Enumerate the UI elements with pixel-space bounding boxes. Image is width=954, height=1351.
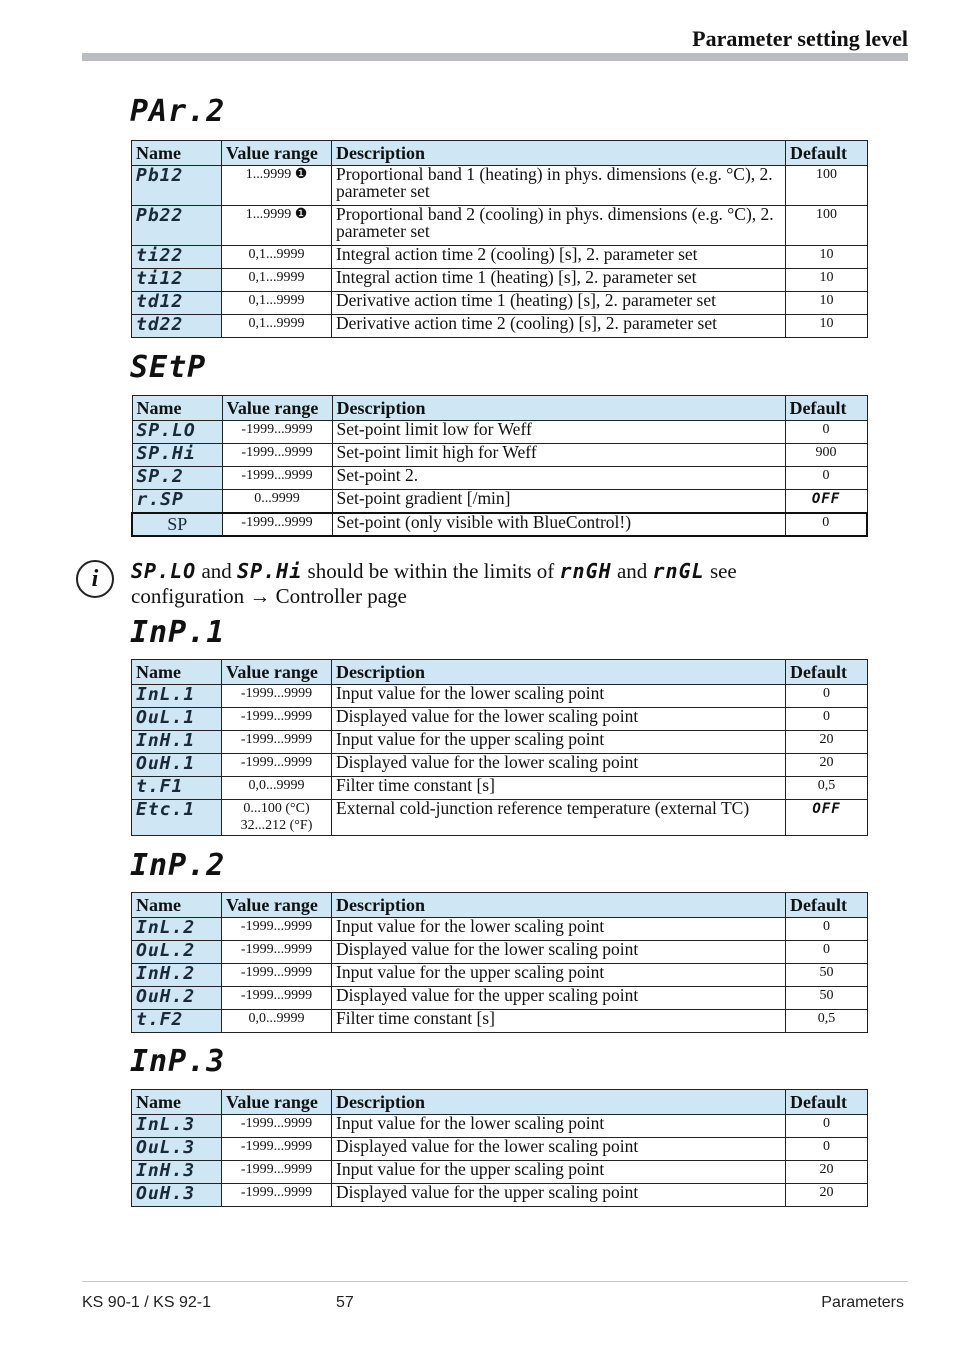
info-note bbox=[131, 559, 871, 609]
table-row bbox=[132, 754, 868, 777]
param-default: 50 bbox=[786, 987, 868, 1010]
param-range: -1999...9999 bbox=[222, 1115, 332, 1138]
param-range: -1999...9999 bbox=[222, 731, 332, 754]
param-default: 50 bbox=[786, 964, 868, 987]
table-row bbox=[132, 964, 868, 987]
param-name: OuL.1 bbox=[132, 708, 222, 731]
param-name: Etc.1 bbox=[132, 800, 222, 836]
param-name: OuH.1 bbox=[132, 754, 222, 777]
table-row bbox=[132, 490, 867, 513]
param-range: 0,1...9999 bbox=[222, 246, 332, 269]
param-table-inp2 bbox=[131, 892, 868, 1033]
table-row bbox=[132, 731, 868, 754]
col-name-header: Name bbox=[132, 396, 222, 421]
table-header-row bbox=[132, 893, 868, 918]
param-default: 0 bbox=[785, 421, 867, 444]
param-name: InL.2 bbox=[132, 918, 222, 941]
note-text: see bbox=[709, 559, 737, 583]
footer-section: Parameters bbox=[821, 1294, 904, 1311]
param-name: SP.LO bbox=[132, 421, 222, 444]
col-default-header: Default bbox=[786, 141, 868, 166]
param-range: -1999...9999 bbox=[222, 1161, 332, 1184]
param-description: Input value for the lower scaling point bbox=[332, 1115, 786, 1138]
param-default: 0 bbox=[786, 941, 868, 964]
param-description: Displayed value for the lower scaling point bbox=[332, 941, 786, 964]
param-name: t.F2 bbox=[132, 1010, 222, 1033]
param-range: -1999...9999 bbox=[222, 685, 332, 708]
info-icon: i bbox=[76, 560, 114, 598]
param-table-inp3 bbox=[131, 1089, 868, 1207]
param-name: OuL.3 bbox=[132, 1138, 222, 1161]
param-name: OuH.2 bbox=[132, 987, 222, 1010]
table-row bbox=[132, 1115, 868, 1138]
note-code-rngh: rnGH bbox=[559, 559, 612, 583]
table-row bbox=[132, 166, 868, 206]
param-name: InL.1 bbox=[132, 685, 222, 708]
param-default: 0,5 bbox=[786, 777, 868, 800]
param-name: t.F1 bbox=[132, 777, 222, 800]
col-range-header: Value range bbox=[222, 141, 332, 166]
param-description: Input value for the lower scaling point bbox=[332, 918, 786, 941]
col-desc-header: Description bbox=[332, 893, 786, 918]
table-row bbox=[132, 685, 868, 708]
table-row bbox=[132, 800, 868, 836]
table-row bbox=[132, 987, 868, 1010]
param-default: OFF bbox=[786, 800, 868, 836]
note-text: should be within the limits of bbox=[307, 559, 555, 583]
param-range: 0,0...9999 bbox=[222, 1010, 332, 1033]
section-title-inp1: InP.1 bbox=[130, 615, 226, 650]
col-desc-header: Description bbox=[332, 396, 785, 421]
table-header-row bbox=[132, 396, 867, 421]
param-range: -1999...9999 bbox=[222, 513, 332, 536]
param-name: ti12 bbox=[132, 269, 222, 292]
param-range: -1999...9999 bbox=[222, 708, 332, 731]
param-default: 20 bbox=[786, 754, 868, 777]
param-description: Set-point limit high for Weff bbox=[332, 444, 785, 467]
col-range-header: Value range bbox=[222, 1090, 332, 1115]
footer-model: KS 90-1 / KS 92-1 bbox=[82, 1294, 211, 1311]
param-default: 0 bbox=[785, 467, 867, 490]
param-description: Derivative action time 1 (heating) [s], 2. parameter set bbox=[332, 292, 786, 315]
col-desc-header: Description bbox=[332, 141, 786, 166]
range-celsius: 0...100 (°C) bbox=[243, 801, 310, 816]
col-range-header: Value range bbox=[222, 396, 332, 421]
param-description: Integral action time 2 (cooling) [s], 2. parameter set bbox=[332, 246, 786, 269]
param-name: SP bbox=[132, 513, 222, 536]
param-name: td22 bbox=[132, 315, 222, 338]
param-default: 10 bbox=[786, 246, 868, 269]
param-name: ti22 bbox=[132, 246, 222, 269]
param-description: Derivative action time 2 (cooling) [s], 2. parameter set bbox=[332, 315, 786, 338]
table-header-row bbox=[132, 1090, 868, 1115]
footer-rule bbox=[82, 1281, 908, 1282]
col-range-header: Value range bbox=[222, 893, 332, 918]
table-row bbox=[132, 1184, 868, 1207]
col-name-header: Name bbox=[132, 141, 222, 166]
table-row bbox=[132, 708, 868, 731]
param-default: 0 bbox=[786, 1115, 868, 1138]
note-and: and bbox=[201, 559, 232, 583]
table-row bbox=[132, 467, 867, 490]
table-row bbox=[132, 292, 868, 315]
param-default: 20 bbox=[786, 731, 868, 754]
param-default: 10 bbox=[786, 292, 868, 315]
note-and: and bbox=[616, 559, 648, 583]
param-range bbox=[222, 800, 332, 836]
param-range: -1999...9999 bbox=[222, 1184, 332, 1207]
param-range: -1999...9999 bbox=[222, 444, 332, 467]
table-row bbox=[132, 421, 867, 444]
col-default-header: Default bbox=[785, 396, 867, 421]
param-default: 10 bbox=[786, 269, 868, 292]
param-range: 0...9999 bbox=[222, 490, 332, 513]
table-row bbox=[132, 246, 868, 269]
col-default-header: Default bbox=[786, 1090, 868, 1115]
param-default: 100 bbox=[786, 206, 868, 246]
param-description: Filter time constant [s] bbox=[332, 1010, 786, 1033]
param-description: Proportional band 2 (cooling) in phys. dimensions (e.g. °C), 2. parameter set bbox=[332, 206, 786, 246]
param-name: SP.Hi bbox=[132, 444, 222, 467]
table-row bbox=[132, 1138, 868, 1161]
param-description: Set-point gradient [/min] bbox=[332, 490, 785, 513]
table-row bbox=[132, 315, 868, 338]
table-header-row bbox=[132, 141, 868, 166]
table-row bbox=[132, 918, 868, 941]
param-range: 1...9999 ❶ bbox=[222, 166, 332, 206]
param-default: 100 bbox=[786, 166, 868, 206]
param-range: -1999...9999 bbox=[222, 964, 332, 987]
table-row bbox=[132, 206, 868, 246]
param-description: Input value for the lower scaling point bbox=[332, 685, 786, 708]
param-description: Set-point 2. bbox=[332, 467, 785, 490]
footer-page-number: 57 bbox=[336, 1294, 354, 1311]
param-description: Input value for the upper scaling point bbox=[332, 964, 786, 987]
param-default: 0,5 bbox=[786, 1010, 868, 1033]
param-description: Displayed value for the lower scaling point bbox=[332, 1138, 786, 1161]
param-range: 1...9999 ❶ bbox=[222, 206, 332, 246]
header-rule bbox=[82, 53, 908, 61]
note-code-sphi: SP.Hi bbox=[237, 559, 303, 583]
param-default: 20 bbox=[786, 1184, 868, 1207]
param-description: Displayed value for the lower scaling point bbox=[332, 754, 786, 777]
param-range: -1999...9999 bbox=[222, 987, 332, 1010]
param-range: 0,0...9999 bbox=[222, 777, 332, 800]
param-default: 0 bbox=[786, 918, 868, 941]
param-range: -1999...9999 bbox=[222, 918, 332, 941]
param-default: 0 bbox=[786, 1138, 868, 1161]
param-default: 900 bbox=[785, 444, 867, 467]
param-range: -1999...9999 bbox=[222, 941, 332, 964]
param-range: -1999...9999 bbox=[222, 754, 332, 777]
note-text: configuration → Controller page bbox=[131, 584, 407, 608]
param-description: Integral action time 1 (heating) [s], 2. parameter set bbox=[332, 269, 786, 292]
param-name: OuH.3 bbox=[132, 1184, 222, 1207]
param-default: 0 bbox=[785, 513, 867, 536]
param-name: Pb12 bbox=[132, 166, 222, 206]
param-name: InH.3 bbox=[132, 1161, 222, 1184]
param-default: 0 bbox=[786, 708, 868, 731]
note-code-rngl: rnGL bbox=[652, 559, 705, 583]
table-row bbox=[132, 1010, 868, 1033]
page-header-title: Parameter setting level bbox=[692, 26, 908, 51]
param-description: Input value for the upper scaling point bbox=[332, 731, 786, 754]
param-description: Filter time constant [s] bbox=[332, 777, 786, 800]
section-title-par2: PAr.2 bbox=[130, 94, 226, 129]
col-name-header: Name bbox=[132, 893, 222, 918]
table-row bbox=[132, 269, 868, 292]
param-name: InH.2 bbox=[132, 964, 222, 987]
table-row bbox=[132, 777, 868, 800]
col-desc-header: Description bbox=[332, 660, 786, 685]
col-default-header: Default bbox=[786, 660, 868, 685]
section-title-setp: SEtP bbox=[130, 350, 207, 385]
param-description: Displayed value for the lower scaling point bbox=[332, 708, 786, 731]
param-table-inp1 bbox=[131, 659, 868, 836]
table-row bbox=[132, 941, 868, 964]
param-description: Displayed value for the upper scaling point bbox=[332, 987, 786, 1010]
param-range: 0,1...9999 bbox=[222, 269, 332, 292]
param-name: InL.3 bbox=[132, 1115, 222, 1138]
param-description: External cold-junction reference temperature (external TC) bbox=[332, 800, 786, 836]
param-description: Set-point limit low for Weff bbox=[332, 421, 785, 444]
col-desc-header: Description bbox=[332, 1090, 786, 1115]
col-range-header: Value range bbox=[222, 660, 332, 685]
table-row bbox=[132, 444, 867, 467]
param-name: Pb22 bbox=[132, 206, 222, 246]
section-title-inp2: InP.2 bbox=[130, 848, 226, 883]
range-fahrenheit: 32...212 (°F) bbox=[240, 818, 313, 833]
param-range: 0,1...9999 bbox=[222, 315, 332, 338]
param-description: Input value for the upper scaling point bbox=[332, 1161, 786, 1184]
param-range: -1999...9999 bbox=[222, 421, 332, 444]
param-description: Set-point (only visible with BlueControl!) bbox=[332, 513, 785, 536]
table-row bbox=[132, 513, 867, 536]
param-description: Displayed value for the upper scaling point bbox=[332, 1184, 786, 1207]
note-code-splo: SP.LO bbox=[131, 559, 197, 583]
param-name: r.SP bbox=[132, 490, 222, 513]
param-default: 10 bbox=[786, 315, 868, 338]
col-name-header: Name bbox=[132, 660, 222, 685]
param-default: OFF bbox=[785, 490, 867, 513]
param-name: OuL.2 bbox=[132, 941, 222, 964]
param-description: Proportional band 1 (heating) in phys. dimensions (e.g. °C), 2. parameter set bbox=[332, 166, 786, 206]
param-range: 0,1...9999 bbox=[222, 292, 332, 315]
col-name-header: Name bbox=[132, 1090, 222, 1115]
param-range: -1999...9999 bbox=[222, 467, 332, 490]
section-title-inp3: InP.3 bbox=[130, 1044, 226, 1079]
param-range: -1999...9999 bbox=[222, 1138, 332, 1161]
param-name: td12 bbox=[132, 292, 222, 315]
param-name: InH.1 bbox=[132, 731, 222, 754]
param-default: 0 bbox=[786, 685, 868, 708]
table-row bbox=[132, 1161, 868, 1184]
param-table-par2 bbox=[131, 140, 868, 338]
param-table-setp bbox=[131, 395, 868, 537]
col-default-header: Default bbox=[786, 893, 868, 918]
param-default: 20 bbox=[786, 1161, 868, 1184]
param-name: SP.2 bbox=[132, 467, 222, 490]
table-header-row bbox=[132, 660, 868, 685]
